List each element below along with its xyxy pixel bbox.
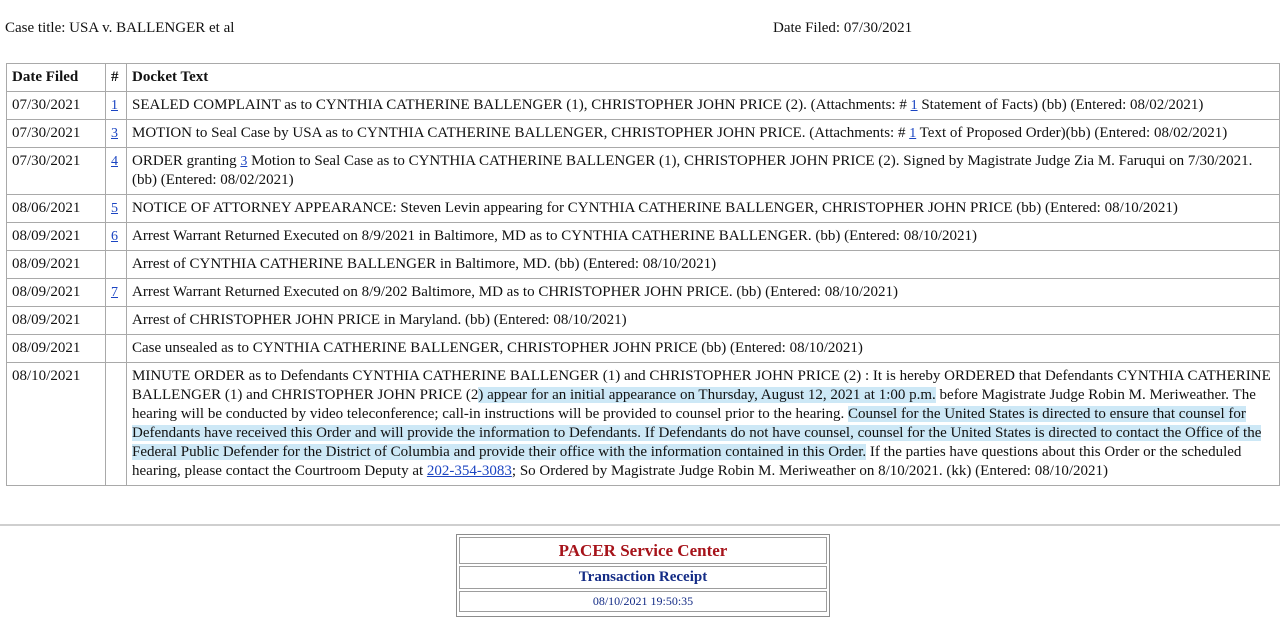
entry-date: 08/09/2021 [7,279,106,307]
entry-date: 07/30/2021 [7,148,106,195]
transaction-receipt-heading: Transaction Receipt [459,566,827,589]
entry-text [127,307,1280,335]
entry-number [106,92,127,120]
entry-number [106,251,127,279]
entry-text-part: MINUTE ORDER as to Defendants CYNTHIA CATHERINE BALLENGER (1) and CHRISTOPHER JOHN PRICE (2) : It is hereby ORDERED that Defendants CYNTHIA CATHERINE BALLENGER (1) and CHRISTOPHER JOHN PRICE (2 [132,368,1271,403]
table-row [7,251,1280,279]
entry-number [106,120,127,148]
entry-text [127,120,1280,148]
entry-number [106,148,127,195]
entry-text [127,251,1280,279]
entry-date: 08/09/2021 [7,307,106,335]
document-link[interactable]: 3 [111,126,118,141]
pacer-title: PACER Service Center [459,537,827,564]
entry-text-part: ; So Ordered by Magistrate Judge Robin M. Meriweather on 8/10/2021. (kk) (Entered: 08/10/2021) [511,463,1109,479]
entry-date: 08/06/2021 [7,195,106,223]
receipt-timestamp: 08/10/2021 19:50:35 [459,591,827,612]
entry-text-part: If the parties have questions about this Order or the scheduled hearing, please contact the Courtroom Deputy at [132,444,1242,479]
entry-number [106,335,127,363]
entry-text-part: Arrest Warrant Returned Executed on 8/9/202 Baltimore, MD as to CHRISTOPHER JOHN PRICE. (bb) (Entered: 08/10/2021) [132,284,899,300]
entry-text-part: MOTION to Seal Case by USA as to CYNTHIA CATHERINE BALLENGER, CHRISTOPHER JOHN PRICE. (Attachments: # [132,125,910,141]
table-row [7,148,1280,195]
docket-table [6,63,1280,486]
courtroom-deputy-phone-link[interactable]: 202-354-3083 [426,463,512,479]
table-row [7,92,1280,120]
entry-text [127,92,1280,120]
case-date-filed: Date Filed: 07/30/2021 [773,20,913,36]
entry-number [106,279,127,307]
table-row [7,335,1280,363]
entry-text-part: Case unsealed as to CYNTHIA CATHERINE BALLENGER, CHRISTOPHER JOHN PRICE (bb) (Entered: 08/10/2021) [132,340,863,356]
entry-text [127,223,1280,251]
entry-date: 08/09/2021 [7,251,106,279]
col-header-number: # [106,64,127,92]
attachment-link[interactable]: 1 [910,98,918,113]
document-link[interactable]: 5 [111,201,118,216]
table-row [7,279,1280,307]
entry-text-part: Arrest of CHRISTOPHER JOHN PRICE in Maryland. (bb) (Entered: 08/10/2021) [132,312,627,328]
entry-text-part: SEALED COMPLAINT as to CYNTHIA CATHERINE BALLENGER (1), CHRISTOPHER JOHN PRICE (2). (Attachments: # [132,97,911,113]
entry-text [127,363,1280,486]
entry-number [106,307,127,335]
entry-text-part: Text of Proposed Order)(bb) (Entered: 08/02/2021) [916,125,1228,141]
col-header-text: Docket Text [127,64,1280,92]
document-link[interactable]: 1 [111,98,118,113]
entry-text-part: NOTICE OF ATTORNEY APPEARANCE: Steven Levin appearing for CYNTHIA CATHERINE BALLENGER, CHRISTOPHER JOHN PRICE (bb) (Entered: 08/10/2021) [132,200,1178,216]
entry-text-part: Motion to Seal Case as to CYNTHIA CATHERINE BALLENGER (1), CHRISTOPHER JOHN PRICE (2). Signed by Magistrate Judge Zia M. Faruqui on 7/30/2021. (bb) (Entered: 08/02/2021) [132,153,1253,188]
entry-date: 08/10/2021 [7,363,106,486]
entry-text-part: before Magistrate Judge Robin M. Meriweather. The hearing will be conducted by video teleconference; call-in instructions will be provided to counsel prior to the hearing. [132,387,1256,422]
document-link[interactable]: 6 [111,229,118,244]
entry-text [127,279,1280,307]
entry-date: 08/09/2021 [7,223,106,251]
entry-date: 07/30/2021 [7,120,106,148]
entry-text [127,148,1280,195]
entry-date: 08/09/2021 [7,335,106,363]
entry-text [127,195,1280,223]
entry-number [106,195,127,223]
entry-number [106,223,127,251]
table-row [7,223,1280,251]
attachment-link[interactable]: 1 [909,126,917,141]
entry-text-part: Arrest of CYNTHIA CATHERINE BALLENGER in Baltimore, MD. (bb) (Entered: 08/10/2021) [132,256,717,272]
table-row [7,120,1280,148]
table-row [7,195,1280,223]
entry-text [127,335,1280,363]
highlighted-text: ) appear for an initial appearance on Thursday, August 12, 2021 at 1:00 p.m. [478,387,936,403]
document-link[interactable]: 7 [111,285,118,300]
entry-text-part: Arrest Warrant Returned Executed on 8/9/2021 in Baltimore, MD as to CYNTHIA CATHERINE BALLENGER. (bb) (Entered: 08/10/2021) [132,228,978,244]
entry-text-part: Statement of Facts) (bb) (Entered: 08/02/2021) [917,97,1204,113]
table-row [7,307,1280,335]
case-title: Case title: USA v. BALLENGER et al [5,20,235,36]
entry-date: 07/30/2021 [7,92,106,120]
attachment-link[interactable]: 3 [240,154,248,169]
entry-text-part: ORDER granting [132,153,241,169]
docket-header-row [7,64,1280,92]
table-row [7,363,1280,486]
document-link[interactable]: 4 [111,154,118,169]
col-header-date: Date Filed [7,64,106,92]
pacer-receipt [456,534,830,617]
highlighted-text: Counsel for the United States is directed to ensure that counsel for Defendants have received this Order and will provide the information to Defendants. If Defendants do not have counsel, counsel for the United States is directed to contact the Office of the Federal Public Defender for the District of Columbia and provide their office with the information contained in this Order. [132,406,1262,460]
section-divider [0,524,1280,526]
entry-number [106,363,127,486]
